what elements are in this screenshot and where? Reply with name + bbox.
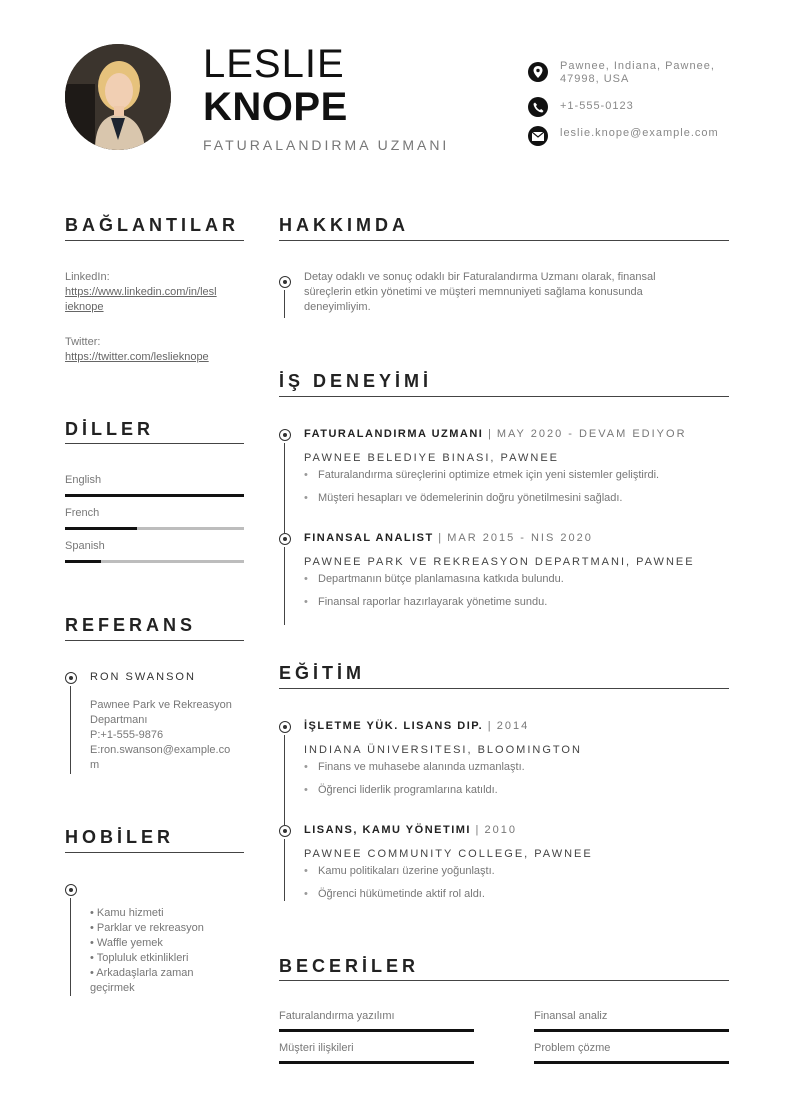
skill-bar xyxy=(279,1061,474,1064)
education-timeline xyxy=(284,839,285,901)
skill-bar xyxy=(534,1061,729,1064)
skill-bar-fill xyxy=(534,1061,729,1064)
last-name: KNOPE xyxy=(203,85,348,129)
education-dot xyxy=(279,721,291,733)
about-divider xyxy=(279,240,729,241)
address-line-2: 47998, USA xyxy=(560,73,630,85)
twitter-label: Twitter: xyxy=(65,336,101,348)
education-bullet xyxy=(304,761,525,773)
language-label: French xyxy=(65,507,100,519)
education-title-line xyxy=(304,720,529,732)
education-bullet-text: Öğrenci liderlik programlarına katıldı. xyxy=(318,784,498,796)
education-bullet xyxy=(304,865,495,877)
skill-bar-fill xyxy=(534,1029,729,1032)
twitter-link[interactable]: https://twitter.com/leslieknope xyxy=(65,351,209,363)
language-bar-fill xyxy=(65,527,137,530)
experience-bullet xyxy=(304,596,547,608)
reference-name: RON SWANSON xyxy=(90,671,196,683)
bullet-mark: • xyxy=(304,596,308,608)
email-text[interactable]: leslie.knope@example.com xyxy=(560,127,719,139)
profile-photo xyxy=(65,44,171,150)
experience-date: MAY 2020 - DEVAM EDIYOR xyxy=(496,428,687,440)
experience-dot xyxy=(279,429,291,441)
links-divider xyxy=(65,240,244,241)
hobbies-dot xyxy=(65,884,77,896)
experience-dot xyxy=(279,533,291,545)
linkedin-label: LinkedIn: xyxy=(65,271,110,283)
experience-timeline xyxy=(284,443,285,533)
experience-bullet xyxy=(304,573,564,585)
education-timeline xyxy=(284,735,285,825)
education-date: 2010 xyxy=(484,824,517,836)
skill-bar xyxy=(279,1029,474,1032)
experience-bullet-text: Finansal raporlar hazırlayarak yönetime sundu. xyxy=(318,596,548,608)
map-pin-icon xyxy=(528,62,548,82)
skill-bar xyxy=(534,1029,729,1032)
education-bullet xyxy=(304,784,498,796)
hobby-item: • Topluluk etkinlikleri xyxy=(90,952,189,964)
bullet-mark: • xyxy=(304,761,308,773)
skill-label: Müşteri ilişkileri xyxy=(279,1042,354,1054)
job-title: FATURALANDIRMA UZMANI xyxy=(203,137,450,153)
linkedin-link[interactable]: https://www.linkedin.com/in/lesl xyxy=(65,286,217,298)
skill-bar-fill xyxy=(279,1029,474,1032)
hobbies-timeline xyxy=(70,898,71,996)
links-block xyxy=(65,270,245,365)
contact-phone xyxy=(528,97,728,117)
hobby-item: • Parklar ve rekreasyon xyxy=(90,922,204,934)
experience-title: FATURALANDIRMA UZMANI xyxy=(304,428,484,440)
skill-label: Faturalandırma yazılımı xyxy=(279,1010,395,1022)
reference-email: E:ron.swanson@example.co xyxy=(90,744,231,756)
about-line-3: deneyimliyim. xyxy=(304,301,371,313)
experience-bullet-text: Faturalandırma süreçlerini optimize etmek için yeni sistemler geliştirdi. xyxy=(318,469,660,481)
experience-separator: | xyxy=(487,428,493,440)
education-dot xyxy=(279,825,291,837)
education-company: PAWNEE COMMUNITY COLLEGE, PAWNEE xyxy=(304,848,593,860)
about-timeline xyxy=(284,290,285,318)
language-label: Spanish xyxy=(65,540,105,552)
about-heading: HAKKIMDA xyxy=(279,215,409,235)
about-line-2: süreçlerin etkin yönetimi ve müşteri memnuniyeti sağlama konusunda xyxy=(304,286,643,298)
language-bar-fill xyxy=(65,560,101,563)
bullet-mark: • xyxy=(304,492,308,504)
language-bar xyxy=(65,527,244,530)
languages-divider xyxy=(65,443,244,444)
education-separator: | xyxy=(487,720,493,732)
education-bullet-text: Öğrenci hükümetinde aktif rol aldı. xyxy=(318,888,485,900)
address-line-1: Pawnee, Indiana, Pawnee, xyxy=(560,60,715,72)
hobby-item: • Kamu hizmeti xyxy=(90,907,164,919)
education-separator: | xyxy=(475,824,480,836)
experience-divider xyxy=(279,396,729,397)
contact-address xyxy=(528,62,728,86)
hobbies-heading: HOBİLER xyxy=(65,827,174,847)
experience-heading: İŞ DENEYİMİ xyxy=(279,371,433,391)
hobby-item: geçirmek xyxy=(90,982,135,994)
education-title-line xyxy=(304,824,517,836)
references-divider xyxy=(65,640,244,641)
education-bullet-text: Kamu politikaları üzerine yoğunlaştı. xyxy=(318,865,495,877)
education-heading: EĞİTİM xyxy=(279,663,365,683)
skills-divider xyxy=(279,980,729,981)
experience-company: PAWNEE PARK VE REKREASYON DEPARTMANI, PAWNEE xyxy=(304,556,695,568)
language-bar-fill xyxy=(65,494,244,497)
education-bullet xyxy=(304,888,485,900)
reference-email-cont: m xyxy=(90,759,100,771)
education-date: 2014 xyxy=(496,720,530,732)
experience-title-line xyxy=(304,532,593,544)
phone-icon xyxy=(528,97,548,117)
experience-bullet-text: Departmanın bütçe planlamasına katkıda bulundu. xyxy=(318,573,564,585)
experience-title: FINANSAL ANALIST xyxy=(304,532,434,544)
about-dot xyxy=(279,276,291,288)
languages-heading: DİLLER xyxy=(65,419,154,439)
experience-title-line xyxy=(304,428,687,440)
experience-separator: | xyxy=(438,532,443,544)
experience-bullet-text: Müşteri hesapları ve ödemelerinin doğru yönetilmesini sağladı. xyxy=(318,492,623,504)
skill-label: Problem çözme xyxy=(534,1042,611,1054)
reference-org-cont: Departmanı xyxy=(90,714,148,726)
hobbies-divider xyxy=(65,852,244,853)
bullet-mark: • xyxy=(304,784,308,796)
hobby-item: • Arkadaşlarla zaman xyxy=(90,967,194,979)
references-heading: REFERANS xyxy=(65,615,197,635)
about-text xyxy=(304,270,734,315)
first-name: LESLIE xyxy=(203,42,345,86)
reference-dot xyxy=(65,672,77,684)
experience-company: PAWNEE BELEDIYE BINASI, PAWNEE xyxy=(304,452,559,464)
phone-text[interactable]: +1-555-0123 xyxy=(560,100,634,112)
bullet-mark: • xyxy=(304,573,308,585)
reference-org: Pawnee Park ve Rekreasyon xyxy=(90,699,232,711)
education-bullet-text: Finans ve muhasebe alanında uzmanlaştı. xyxy=(318,761,525,773)
skills-heading: BECERİLER xyxy=(279,956,420,976)
envelope-icon xyxy=(528,126,548,146)
experience-bullet xyxy=(304,492,623,504)
education-title: LISANS, KAMU YÖNETIMI xyxy=(304,824,471,836)
hobby-item: • Waffle yemek xyxy=(90,937,163,949)
language-bar xyxy=(65,494,244,497)
about-line-1: Detay odaklı ve sonuç odaklı bir Faturalandırma Uzmanı olarak, finansal xyxy=(304,271,656,283)
reference-phone: P:+1-555-9876 xyxy=(90,729,164,741)
links-heading: BAĞLANTILAR xyxy=(65,215,239,235)
education-divider xyxy=(279,688,729,689)
bullet-mark: • xyxy=(304,469,308,481)
bullet-mark: • xyxy=(304,865,308,877)
linkedin-link-cont[interactable]: ieknope xyxy=(65,301,104,313)
education-company: INDIANA ÜNIVERSITESI, BLOOMINGTON xyxy=(304,744,582,756)
experience-date: MAR 2015 - NIS 2020 xyxy=(447,532,593,544)
skill-bar-fill xyxy=(279,1061,474,1064)
experience-bullet xyxy=(304,469,659,481)
experience-timeline xyxy=(284,547,285,625)
hobby-list xyxy=(90,906,250,996)
reference-details xyxy=(90,698,250,773)
education-title: İŞLETME YÜK. LISANS DIP. xyxy=(304,720,484,732)
language-label: English xyxy=(65,474,102,486)
contact-email xyxy=(528,126,728,146)
bullet-mark: • xyxy=(304,888,308,900)
skill-label: Finansal analiz xyxy=(534,1010,608,1022)
language-bar xyxy=(65,560,244,563)
reference-timeline xyxy=(70,686,71,774)
